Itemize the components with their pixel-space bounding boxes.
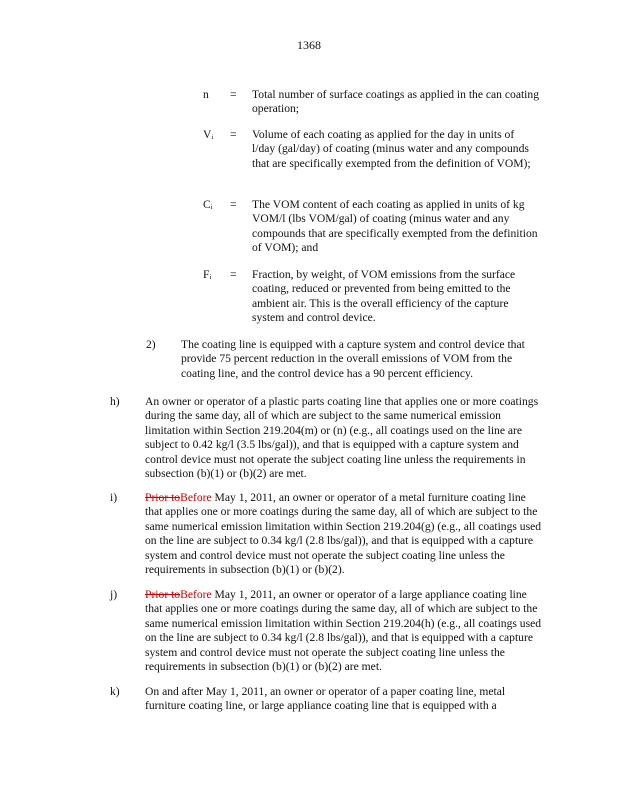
definition-symbol: Fᵢ [203,268,212,281]
subsection-text: On and after May 1, 2011, an owner or operator of a paper coating line, metal furniture coating line, or large appliance coating line that is equipped with a [145,685,506,713]
subsection-label: k) [110,685,120,698]
subsection-text-main: The coating line is equipped with a capture system and control device that provide 75 percent reduction in the overall emissions of VOM from the coating line [181,338,525,380]
subsection-text-body: May 1, 2011, an owner or operator of a large appliance coating line that applies one or more coatings during the same day, all of which are subject to the same numerical emission limitation within Section 219.204(h) (e.g., all coatings used on the line are subject to 0.34 kg/l (2.8 lbs/gal)), and that is equipped with a capture system and control device must not operate the subject coating line unless the requirements in subsection (b)(1) or (b)(2) are met. [145,588,542,674]
definition-symbol: Vᵢ [203,128,214,141]
inserted-text: Before [180,491,212,504]
subsection-text: An owner or operator of a plastic parts coating line that applies one or more coatings during the same day, all of which are subject to the same numerical emission limitation within Section 219.204(m) or (n) (e.g., all coatings used on the line are subject to 0.42 kg/l (3.5 lbs/gal)), and that is equipped with a capture system and control device must not operate the subject coating line unless the requirements in subsection (b)(1) or (b)(2) are met. [145,395,539,481]
equals-sign: = [230,198,237,211]
definition-symbol: n [203,88,209,101]
definition-c [203,198,543,256]
equals-sign: = [230,88,237,101]
subsection-text [145,491,545,577]
subsection-label: h) [110,395,120,408]
subsection-j [110,588,550,674]
subsection-label: i) [110,491,118,504]
page-number: 1368 [297,38,321,52]
inserted-text: Before [180,588,212,601]
definition-text: Volume of each coating as applied for the day in units of l/day (gal/day) of coating (minus water and any compounds that are specifically exempted from the definition of VOM); [252,128,531,170]
definition-n [203,88,543,118]
subsection-label: j) [110,588,118,601]
deleted-text: Prior to [145,588,181,601]
subsection-h [110,395,550,481]
subsection-i [110,491,550,577]
equals-sign: = [230,128,237,141]
subsection-text-tail: , and the control device has a 90 percent efficiency. [235,366,473,380]
subsection-text [145,588,545,674]
equals-sign: = [230,268,237,281]
subsection-2 [146,338,546,382]
deleted-text: Prior to [145,491,181,504]
definition-symbol: Cᵢ [203,198,213,211]
definition-text: The VOM content of each coating as applied in units of kg VOM/l (lbs VOM/gal) of coating (minus water and any compounds that are specifically exempted from the definition of VOM); and [252,198,538,255]
subsection-text [181,338,543,381]
definition-v [203,128,543,186]
definition-f [203,268,543,326]
subsection-label: 2) [146,338,156,351]
definition-text: Total number of surface coatings as applied in the can coating operation; [252,88,539,116]
definition-text: Fraction, by weight, of VOM emissions from the surface coating, reduced or prevented from being emitted to the ambient air. This is the overall efficiency of the capture system and control device. [252,268,516,325]
subsection-k [110,685,550,715]
subsection-text-body: May 1, 2011, an owner or operator of a metal furniture coating line that applies one or more coatings during the same day, all of which are subject to the same numerical emission limitation within Section 219.204(g) (e.g., all coatings used on the line are subject to 0.34 kg/l (2.8 lbs/gal)), and that is equipped with a capture system and control device must not operate the subject coating line unless the requirements in subsection (b)(1) or (b)(2). [145,491,542,577]
